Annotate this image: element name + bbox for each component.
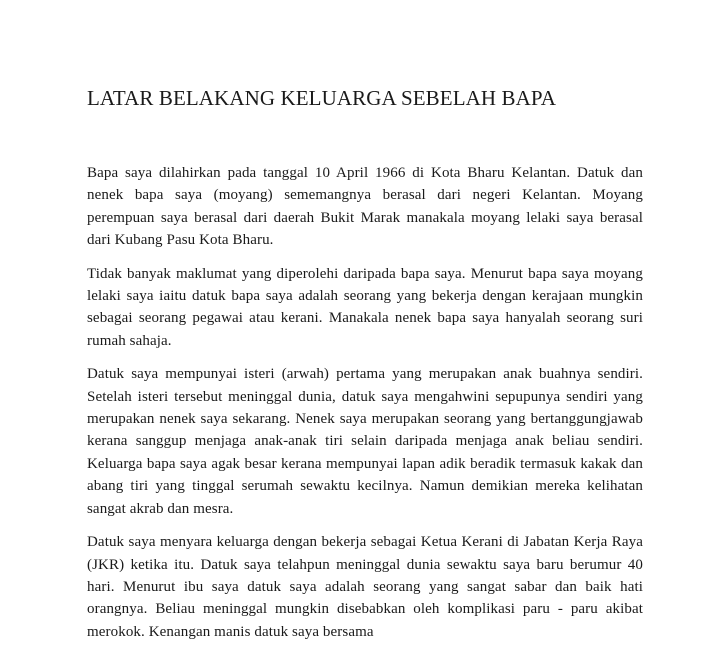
document-title: LATAR BELAKANG KELUARGA SEBELAH BAPA xyxy=(87,86,556,110)
paragraph: Tidak banyak maklumat yang diperolehi daripada bapa saya. Menurut bapa saya moyang lelaki saya iaitu datuk bapa saya adalah seorang yang bekerja dengan kerajaan mungkin sebagai seorang pegawai atau kerani. Manakala nenek bapa saya hanyalah seorang suri rumah sahaja. xyxy=(87,265,643,349)
paragraph: Datuk saya menyara keluarga dengan bekerja sebagai Ketua Kerani di Jabatan Kerja Raya (JKR) ketika itu. Datuk saya telahpun meninggal dunia sewaktu saya baru berumur 40 hari. Menurut ibu saya datuk saya adalah seorang yang sangat sabar dan baik hati orangnya. Beliau meninggal mungkin disebabkan oleh komplikasi paru - paru akibat merokok. Kenangan manis datuk saya bersama xyxy=(87,534,643,640)
document-body xyxy=(87,162,643,654)
paragraph: Datuk saya mempunyai isteri (arwah) pertama yang merupakan anak buahnya sendiri. Setelah isteri tersebut meninggal dunia, datuk saya mengahwini sepupunya sendiri yang merupakan nenek saya sekarang. Nenek saya merupakan seorang yang bertanggungjawab kerana sanggup menjaga anak-anak tiri selain daripada menjaga anak beliau sendiri. Keluarga bapa saya agak besar kerana mempunyai lapan adik beradik termasuk kakak dan abang tiri yang tinggal serumah sewaktu kecilnya. Namun demikian mereka kelihatan sangat akrab dan mesra. xyxy=(87,366,643,517)
paragraph: Bapa saya dilahirkan pada tanggal 10 April 1966 di Kota Bharu Kelantan. Datuk dan nenek bapa saya (moyang) sememangnya berasal dari negeri Kelantan. Moyang perempuan saya berasal dari daerah Bukit Marak manakala moyang lelaki saya berasal dari Kubang Pasu Kota Bharu. xyxy=(87,165,643,249)
